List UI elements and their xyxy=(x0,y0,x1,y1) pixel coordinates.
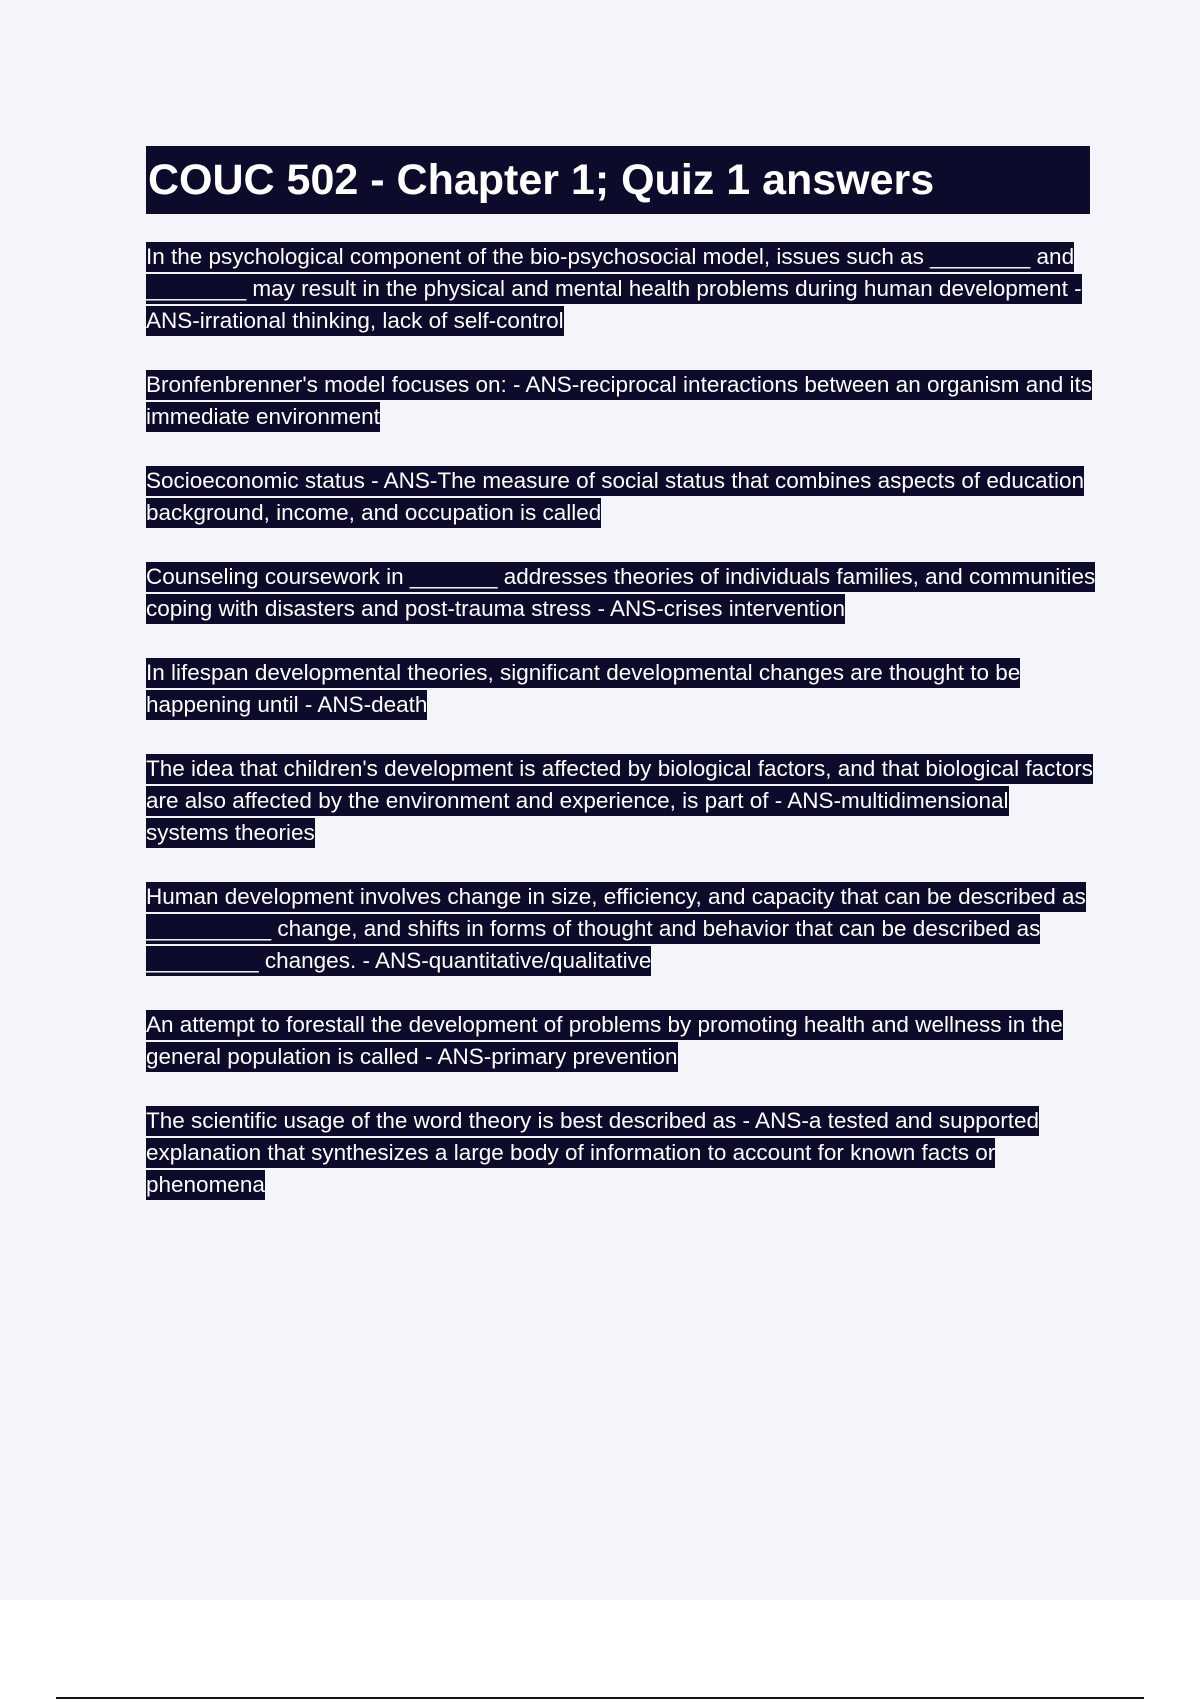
page-footer-area xyxy=(0,1600,1200,1700)
qa-item-6 xyxy=(146,753,1096,849)
qa-item-4 xyxy=(146,561,1096,625)
qa-item-7 xyxy=(146,881,1096,977)
qa-text: Human development involves change in size, efficiency, and capacity that can be described as __________ change, and shifts in forms of thought and behavior that can be described as _________ changes. - ANS-quantitative/qualitative xyxy=(146,882,1086,976)
qa-text: The scientific usage of the word theory is best described as - ANS-a tested and supported explanation that synthesizes a large body of information to account for known facts or phenomena xyxy=(146,1106,1039,1200)
qa-text: Socioeconomic status - ANS-The measure of social status that combines aspects of education background, income, and occupation is called xyxy=(146,466,1084,528)
qa-text: In lifespan developmental theories, significant developmental changes are thought to be happening until - ANS-death xyxy=(146,658,1020,720)
qa-item-8 xyxy=(146,1009,1096,1073)
qa-item-1 xyxy=(146,241,1096,337)
qa-text: The idea that children's development is affected by biological factors, and that biological factors are also affected by the environment and experience, is part of - ANS-multidimensional systems theories xyxy=(146,754,1093,848)
qa-item-2 xyxy=(146,369,1096,433)
qa-item-5 xyxy=(146,657,1096,721)
qa-text: Counseling coursework in _______ addresses theories of individuals families, and communities coping with disasters and post-trauma stress - ANS-crises intervention xyxy=(146,562,1095,624)
qa-text: Bronfenbrenner's model focuses on: - ANS-reciprocal interactions between an organism and its immediate environment xyxy=(146,370,1092,432)
qa-item-9 xyxy=(146,1105,1096,1201)
qa-item-3 xyxy=(146,465,1096,529)
title-bar xyxy=(146,146,1090,214)
footer-divider xyxy=(56,1697,1144,1699)
qa-text: In the psychological component of the bio-psychosocial model, issues such as ________ and ________ may result in the physical and mental health problems during human development - ANS-irrational thinking, lack of self-control xyxy=(146,242,1082,336)
page-title: COUC 502 - Chapter 1; Quiz 1 answers xyxy=(148,156,935,204)
qa-list xyxy=(146,241,1096,1233)
qa-text: An attempt to forestall the development of problems by promoting health and wellness in the general population is called - ANS-primary prevention xyxy=(146,1010,1063,1072)
